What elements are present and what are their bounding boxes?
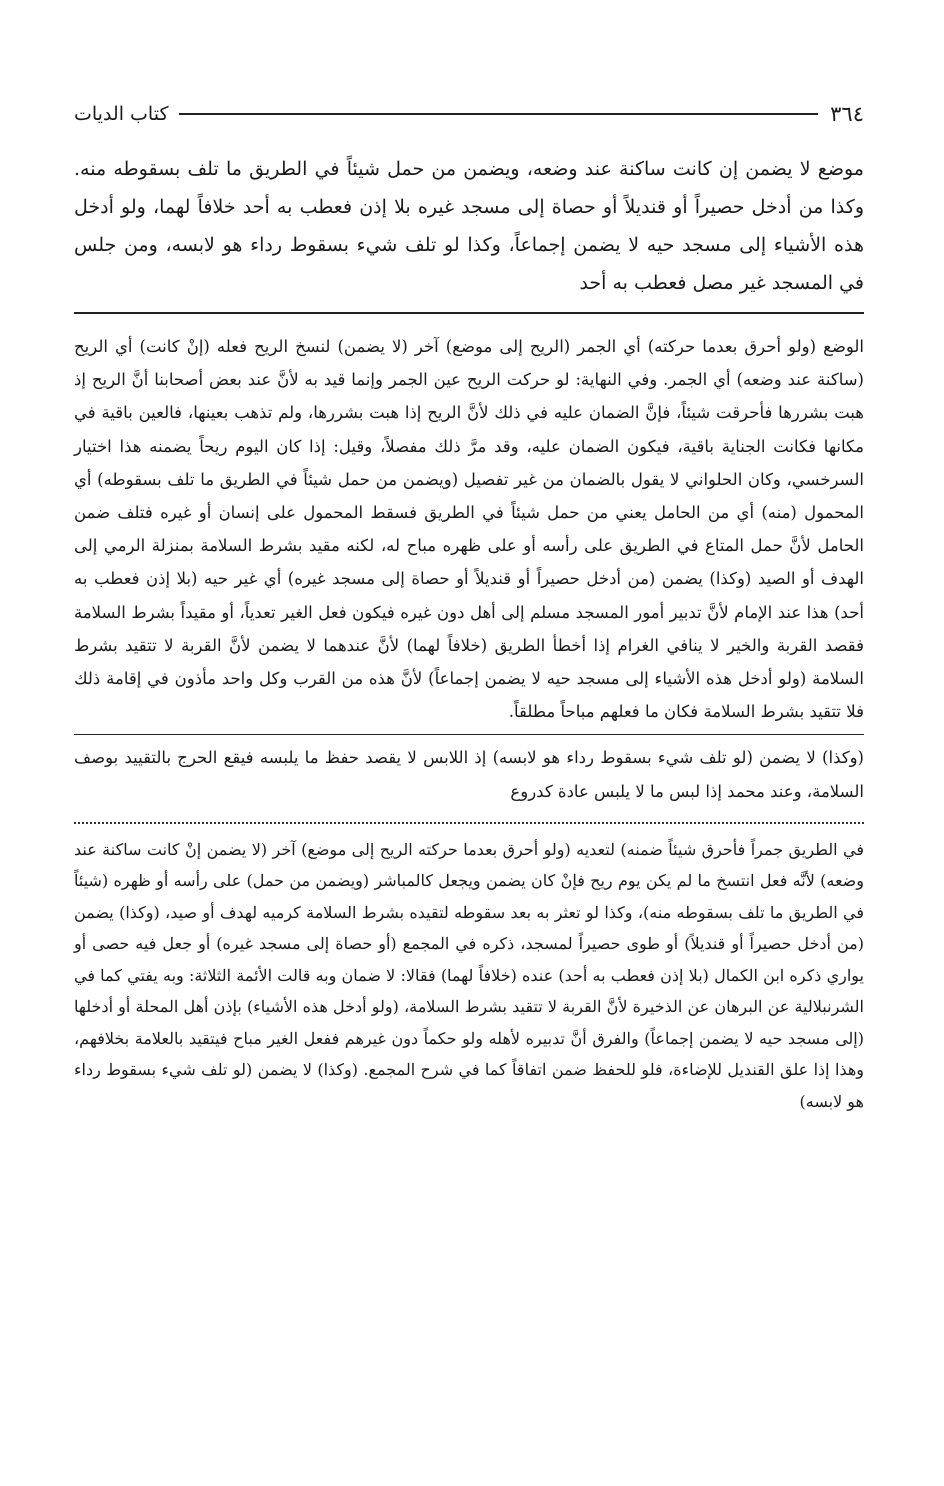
book-page xyxy=(74,96,864,1466)
commentary-2-text: في الطريق جمراً فأحرق شيئاً ضمنه) لتعديه (ولو أحرق بعدما حركته الريح إلى موضع) آخر (لا يضمن إنْ كانت ساكنة عند وضعه) لأنَّه فعل انتسخ ما لم يكن يوم ريح فإنْ كان يضمن ويجعل كالمباشر (ويضمن من حمل) على رأسه أو ظهره (شيئاً في الطريق ما تلف بسقوطه منه)، وكذا لو تعثر به بعد سقوطه لتقيده بشرط السلامة كرميه لهدف أو صيد، (وكذا) يضمن (من أدخل حصيراً أو قنديلاً) أو طوى حصيراً لمسجد، ذكره في المجمع (أو حصاة إلى مسجد غيره) أو جعل فيه حصى أو يواري ذكره ابن الكمال (بلا إذن فعطب به أحد) عنده (خلافاً لهما) فقالا: لا ضمان وبه قالت الأئمة الثلاثة: وبه يفتي كما في الشرنبلالية عن البرهان عن الذخيرة لأنَّ القربة لا تتقيد بشرط السلامة، (ولو أدخل هذه الأشياء) بإذن أهل المحلة أو أدخلها (إلى مسجد حيه لا يضمن إجماعاً) والفرق أنَّ تدبيره لأهله ولو حكماً دون غيرهم ففعل الغير مباح فيتقيد بالعلامة بخلافهم، وهذا إذا علق القنديل للإضاءة، فلو للحفظ ضمن اتفاقاً كما في شرح المجمع. (وكذا) لا يضمن (لو تلف شيء بسقوط رداء هو لابسه) xyxy=(74,839,864,1111)
page-number: ٣٦٤ xyxy=(830,102,864,126)
commentary-1-paragraph-2: (وكذا) لا يضمن (لو تلف شيء بسقوط رداء هو لابسه) إذ اللابس لا يقصد حفظ ما يلبسه فيقع الحرج بالتقييد بوصف السلامة، وعند محمد إذا لبس ما لا يلبس عادة كدروع xyxy=(74,748,864,801)
commentary-1-block xyxy=(74,330,864,808)
dotted-separator xyxy=(74,822,864,824)
book-title: كتاب الديات xyxy=(74,103,169,125)
header-rule xyxy=(179,113,819,115)
main-text-block xyxy=(74,150,864,314)
commentary-2-block xyxy=(74,834,864,1118)
commentary-1-paragraph-1: الوضع (ولو أحرق بعدما حركته) أي الجمر (الريح إلى موضع) آخر (لا يضمن) لنسخ الريح فعله (إنْ كانت) أي الريح (ساكنة عند وضعه) أي الجمر. وفي النهاية: لو حركت الريح عين الجمر وإنما قيد به لأنَّ عند بعض أصحابنا أنَّ الريح إذ هبت بشررها فأحرقت شيئاً، فإنَّ الضمان عليه في ذلك لأنَّ الريح إذا هبت بشررها، ولم تذهب بعينها، فالعين باقية في مكانها فكانت الجناية باقية، فيكون الضمان عليه، وقد مرَّ ذلك مفصلاً، وقيل: إذا كان اليوم ريحاً يضمنه هذا اختيار السرخسي، وكان الحلواني لا يقول بالضمان من غير تفصيل (ويضمن من حمل شيئاً في الطريق ما تلف بسقوطه) أي المحمول (منه) أي من الحامل يعني من حمل شيئاً في الطريق فسقط المحمول على إنسان أو غيره فتلف ضمن الحامل لأنَّ حمل المتاع في الطريق على رأسه أو على ظهره مباح له، لكنه مقيد بشرط السلامة بمنزلة الرمي إلى الهدف أو الصيد (وكذا) يضمن (من أدخل حصيراً أو قنديلاً أو حصاة إلى مسجد غيره) أي غير حيه (بلا إذن فعطب به أحد) هذا عند الإمام لأنَّ تدبير أمور المسجد مسلم إلى أهل دون غيره فيكون فعل الغير تعدياً، أو مقيداً بشرط السلامة فقصد القربة والخير لا ينافي الغرام إذا أخطأ الطريق (خلافاً لهما) لأنَّ عندهما لا يضمن لأنَّ القربة لا تتقيد بشرط السلامة (ولو أدخل هذه الأشياء إلى مسجد حيه لا يضمن إجماعاً) لأنَّ هذه من القرب وكل واحد مأذون في إقامة ذلك فلا تتقيد بشرط السلامة فكان ما فعلهم مباحاً مطلقاً. xyxy=(74,330,864,735)
main-text: موضع لا يضمن إن كانت ساكنة عند وضعه، ويضمن من حمل شيئاً في الطريق ما تلف بسقوطه منه. وكذا من أدخل حصيراً أو قنديلاً أو حصاة إلى مسجد غيره بلا إذن فعطب به أحد خلافاً لهما، ولو أدخل هذه الأشياء إلى مسجد حيه لا يضمن إجماعاً، وكذا لو تلف شيء بسقوط رداء هو لابسه، ومن جلس في المسجد غير مصل فعطب به أحد xyxy=(74,158,864,294)
page-header xyxy=(74,96,864,132)
